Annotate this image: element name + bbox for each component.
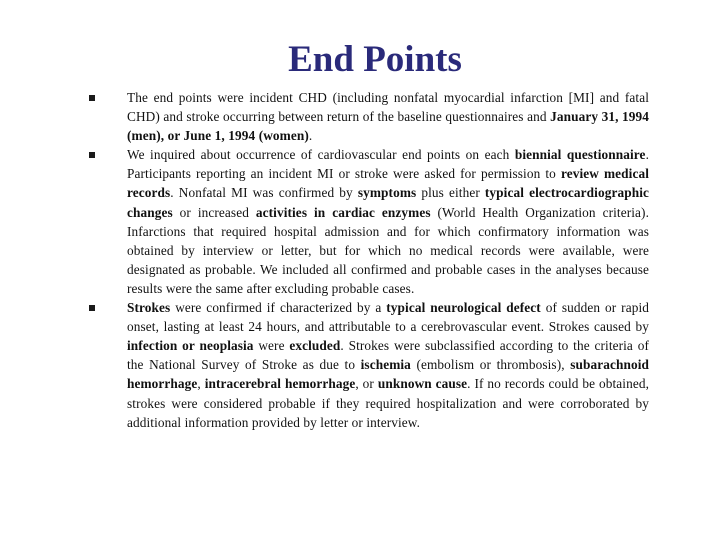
bullet-text: The end points were incident CHD (including nonfatal myocardial infarction [MI] and fatal CHD) and stroke occurring between return of the baseline questionnaires and January 31, 1994 (men), or June 1, 1994 (women). bbox=[127, 90, 649, 144]
bullet-item-stroke-confirmation bbox=[0, 298, 720, 432]
square-bullet-icon bbox=[89, 305, 95, 311]
bullet-item-mi-confirmation bbox=[0, 145, 720, 298]
bullet-text: We inquired about occurrence of cardiovascular end points on each biennial questionnaire. Participants reporting an incident MI or stroke were asked for permission to review medical records. Nonfatal MI was confirmed by symptoms plus either typical electrocardiographic changes or increased activities in cardiac enzymes (World Health Organization criteria). Infarctions that required hospital admission and for which confirmatory information was obtained by interview or letter, but for which no medical records were available, were designated as probable. We included all confirmed and probable cases in the analyses because results were the same after excluding probable cases. bbox=[127, 147, 649, 296]
square-bullet-icon bbox=[89, 95, 95, 101]
bullet-item-end-points-definition bbox=[0, 88, 720, 145]
square-bullet-icon bbox=[89, 152, 95, 158]
page-title: End Points bbox=[288, 39, 462, 80]
bullet-text: Strokes were confirmed if characterized by a typical neurological defect of sudden or rapid onset, lasting at least 24 hours, and attributable to a cerebrovascular event. Strokes caused by infection or neoplasia were excluded. Strokes were subclassified according to the criteria of the National Survey of Stroke as due to ischemia (embolism or thrombosis), subarachnoid hemorrhage, intracerebral hemorrhage, or unknown cause. If no records could be obtained, strokes were considered probable if they required hospitalization and were corroborated by additional information provided by letter or interview. bbox=[127, 300, 650, 430]
bullet-list bbox=[0, 88, 720, 432]
